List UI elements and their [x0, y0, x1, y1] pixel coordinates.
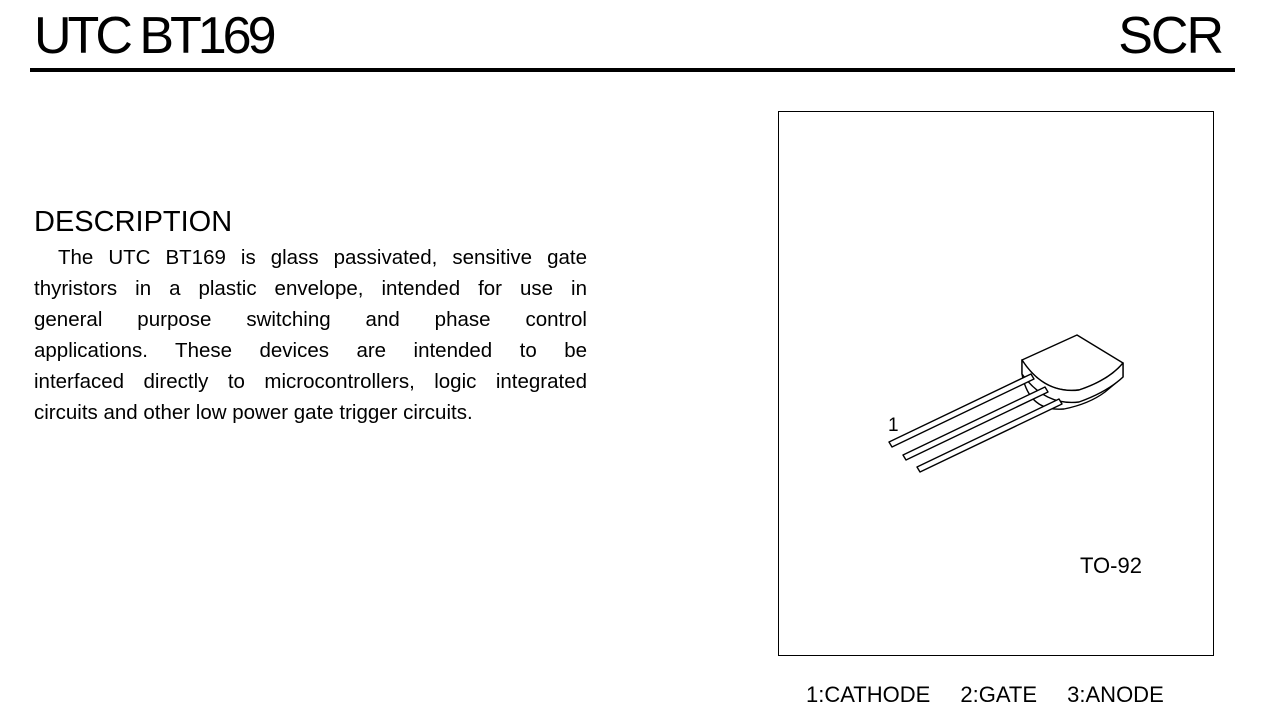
- lead-3: [917, 399, 1062, 472]
- description-line: The UTC BT169 is glass passivated, sensitive gate: [58, 246, 587, 269]
- description-line: circuits and other low power gate trigger circuits.: [34, 401, 473, 424]
- description-line: applications. These devices are intended to be: [34, 339, 587, 362]
- lead-1: [889, 374, 1034, 447]
- pin-cathode-label: 1:CATHODE: [806, 682, 931, 707]
- description-body: [34, 242, 587, 428]
- part-title: UTC BT169: [34, 7, 273, 65]
- description-line: thyristors in a plastic envelope, intended for use in: [34, 277, 587, 300]
- pin-gate-label: 2:GATE: [960, 682, 1038, 707]
- description-line: general purpose switching and phase control: [34, 308, 587, 331]
- pinout-legend: [806, 682, 1164, 708]
- pin-anode-label: 3:ANODE: [1067, 682, 1164, 707]
- package-name-label: TO-92: [1080, 553, 1142, 578]
- description-line: interfaced directly to microcontrollers, logic integrated: [34, 370, 587, 393]
- package-figure: [778, 111, 1214, 656]
- description-heading: DESCRIPTION: [34, 206, 233, 238]
- device-type-title: SCR: [1118, 7, 1222, 65]
- pin1-marker: 1: [888, 415, 899, 436]
- lead-2: [903, 387, 1048, 460]
- header-rule: [30, 68, 1235, 72]
- to92-package-drawing: [779, 112, 1215, 657]
